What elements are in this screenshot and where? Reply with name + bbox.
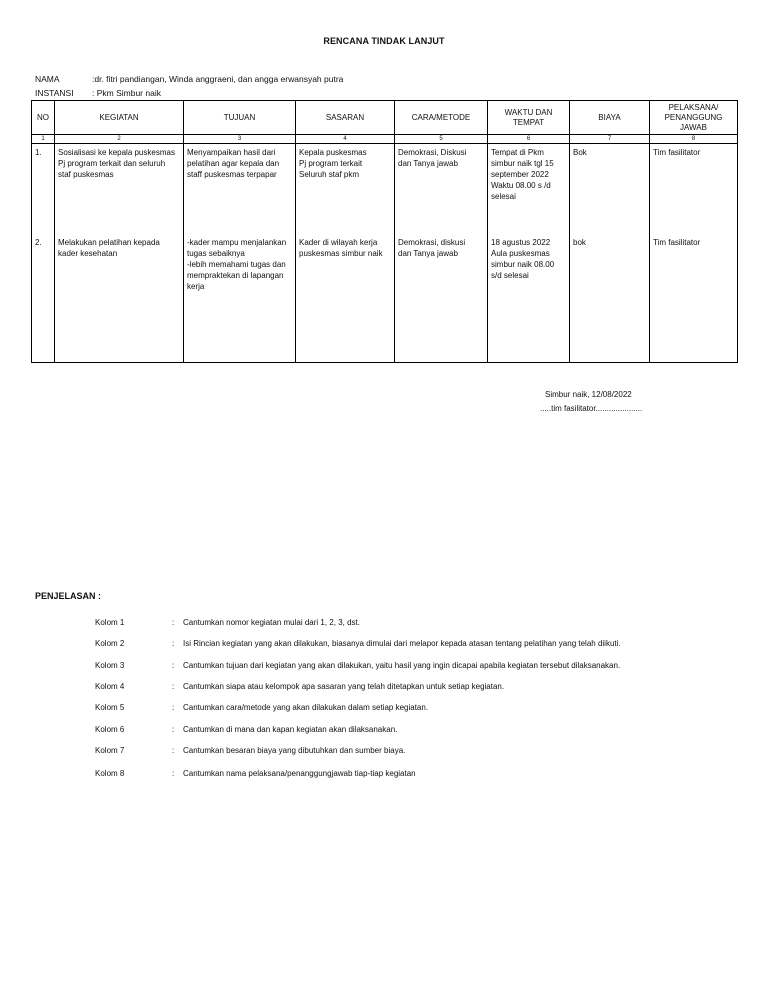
separator: : [172, 725, 175, 734]
kolom-label: Kolom 4 [95, 682, 125, 691]
header-tujuan: TUJUAN [184, 101, 296, 135]
separator: : [172, 618, 175, 627]
kolom-label: Kolom 8 [95, 769, 125, 778]
kolom-label: Kolom 1 [95, 618, 125, 627]
cell-sasaran: Kepala puskesmas Pj program terkait Seluruh staf pkm [296, 144, 395, 235]
cell-biaya: bok [570, 234, 650, 363]
cell-kegiatan: Melakukan pelatihan kepada kader kesehatan [55, 234, 184, 363]
kolom-description: Cantumkan siapa atau kelompok apa sasaran yang telah ditetapkan untuk setiap kegiatan. [183, 682, 505, 691]
header-kegiatan: KEGIATAN [55, 101, 184, 135]
penjelasan-title: PENJELASAN : [35, 591, 102, 601]
separator: : [172, 769, 175, 778]
cell-sasaran: Kader di wilayah kerja puskesmas simbur naik [296, 234, 395, 363]
cell-no: 1. [32, 144, 55, 235]
kolom-description: Cantumkan nomor kegiatan mulai dari 1, 2, 3, dst. [183, 618, 360, 627]
kolom-description: Cantumkan cara/metode yang akan dilakukan dalam setiap kegiatan. [183, 703, 429, 712]
table-row [32, 234, 738, 363]
separator: : [172, 661, 175, 670]
cell-metode: Demokrasi, Diskusi dan Tanya jawab [395, 144, 488, 235]
table-row [32, 144, 738, 235]
cell-kegiatan: Sosialisasi ke kepala puskesmas Pj program terkait dan seluruh staf puskesmas [55, 144, 184, 235]
kolom-description: Cantumkan besaran biaya yang dibutuhkan dan sumber biaya. [183, 746, 406, 755]
header-no: NO [32, 101, 55, 135]
kolom-description: Cantumkan di mana dan kapan kegiatan akan dilaksanakan. [183, 725, 398, 734]
column-number: 3 [184, 135, 296, 144]
header-row [32, 101, 738, 135]
meta-instansi [35, 88, 161, 98]
column-number: 7 [570, 135, 650, 144]
column-number: 5 [395, 135, 488, 144]
kolom-label: Kolom 7 [95, 746, 125, 755]
kolom-description: Isi Rincian kegiatan yang akan dilakukan, biasanya dimulai dari melapor kepada atasan tentang pelatihan yang telah diikuti. [183, 639, 621, 648]
header-waktu: WAKTU DAN TEMPAT [488, 101, 570, 135]
cell-pelaksana: Tim fasilitator [650, 144, 738, 235]
header-pelaksana: PELAKSANA/ PENANGGUNG JAWAB [650, 101, 738, 135]
meta-nama [35, 74, 343, 84]
separator: : [172, 682, 175, 691]
column-number: 4 [296, 135, 395, 144]
instansi-value: : Pkm Simbur naik [92, 88, 161, 98]
header-biaya: BIAYA [570, 101, 650, 135]
signature-place-date: Simbur naik, 12/08/2022 [545, 390, 632, 399]
column-number: 1 [32, 135, 55, 144]
column-number: 2 [55, 135, 184, 144]
separator: : [172, 639, 175, 648]
cell-waktu: Tempat di Pkm simbur naik tgl 15 september 2022 Waktu 08.00 s /d selesai [488, 144, 570, 235]
cell-metode: Demokrasi, diskusi dan Tanya jawab [395, 234, 488, 363]
kolom-label: Kolom 5 [95, 703, 125, 712]
cell-no: 2. [32, 234, 55, 363]
nama-label: NAMA [35, 74, 60, 84]
kolom-label: Kolom 3 [95, 661, 125, 670]
header-metode: CARA/METODE [395, 101, 488, 135]
nama-value: :dr. fitri pandiangan, Winda anggraeni, dan angga erwansyah putra [92, 74, 344, 84]
kolom-description: Cantumkan nama pelaksana/penanggungjawab tiap-tiap kegiatan [183, 769, 416, 778]
kolom-label: Kolom 2 [95, 639, 125, 648]
instansi-label: INSTANSI [35, 88, 74, 98]
cell-pelaksana: Tim fasilitator [650, 234, 738, 363]
column-number: 8 [650, 135, 738, 144]
cell-waktu: 18 agustus 2022 Aula puskesmas simbur naik 08.00 s/d selesai [488, 234, 570, 363]
cell-tujuan: -kader mampu menjalankan tugas sebaiknya -lebih memahami tugas dan mempraktekan di lapangan kerja [184, 234, 296, 363]
signature-role: .....tim fasilitator..................... [540, 404, 643, 413]
column-number-row [32, 135, 738, 144]
plan-table [31, 100, 738, 363]
header-sasaran: SASARAN [296, 101, 395, 135]
cell-tujuan: Menyampaikan hasil dari pelatihan agar kepala dan staff puskesmas terpapar [184, 144, 296, 235]
separator: : [172, 703, 175, 712]
document-title: RENCANA TINDAK LANJUT [323, 36, 445, 46]
column-number: 6 [488, 135, 570, 144]
kolom-label: Kolom 6 [95, 725, 125, 734]
separator: : [172, 746, 175, 755]
cell-biaya: Bok [570, 144, 650, 235]
kolom-description: Cantumkan tujuan dari kegiatan yang akan dilakukan, yaitu hasil yang ingin dicapai apabila kegiatan tersebut dilaksanakan. [183, 661, 621, 670]
